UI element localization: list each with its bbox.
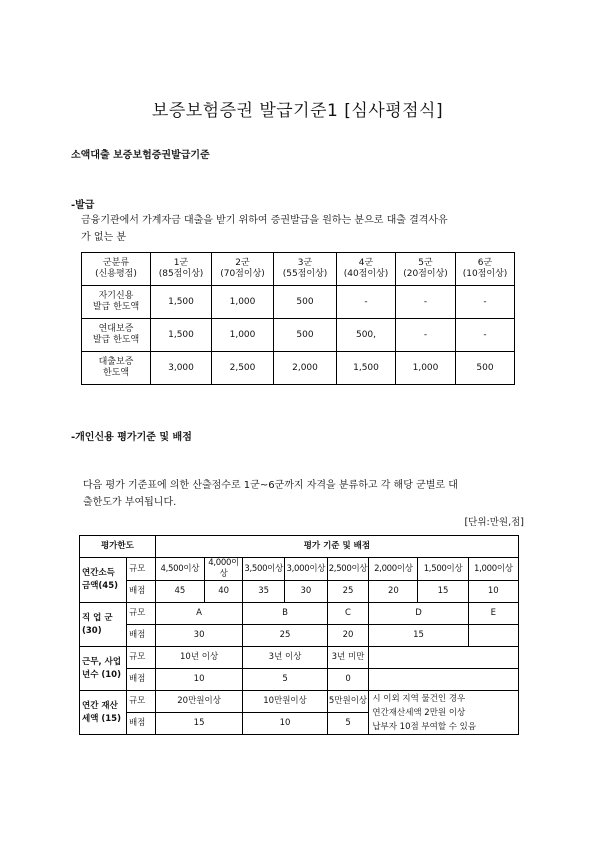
work-scale-cell: 3년 이상 xyxy=(243,647,327,669)
table-cell: 2,500 xyxy=(212,352,274,385)
eval-col2-header: 평가 기준 및 배점 xyxy=(155,536,518,558)
eval-desc-line2: 출한도가 부여됩니다. xyxy=(83,497,177,508)
work-score-cell: 10 xyxy=(155,669,243,691)
issue-table-header-row xyxy=(82,253,515,286)
table-cell: 1,000 xyxy=(212,286,274,319)
table-cell: - xyxy=(456,319,515,352)
income-score-cell: 35 xyxy=(243,581,285,603)
table-cell: - xyxy=(456,286,515,319)
issue-heading: -발급 xyxy=(71,200,95,211)
job-scale-cell: B xyxy=(243,603,327,625)
group-6-header-cell: 6군 (10점이상) xyxy=(456,253,515,286)
tax-score-cell: 10 xyxy=(243,713,327,735)
table-row xyxy=(82,319,515,352)
table-row xyxy=(80,691,519,713)
job-scale-cell: A xyxy=(155,603,243,625)
table-cell: 1,000 xyxy=(396,352,456,385)
tax-scale-cell: 20만원이상 xyxy=(155,691,243,713)
income-score-cell: 10 xyxy=(468,581,518,603)
tax-note: 시 이외 지역 물건인 경우 연간재산세액 2만원 이상 납부자 10점 부여할 수 있음 xyxy=(369,691,519,735)
page-subtitle: 소액대출 보증보험증권발급기준 xyxy=(71,150,210,161)
table-cell: - xyxy=(337,286,396,319)
income-score-cell: 30 xyxy=(285,581,328,603)
row-label-cell: 연대보증 발급 한도액 xyxy=(82,319,151,352)
table-cell: 500 xyxy=(274,286,337,319)
income-scale-cell: 4,500이상 xyxy=(155,558,204,581)
table-cell: 1,500 xyxy=(151,286,212,319)
issue-limit-table xyxy=(81,252,515,385)
group-3-header-cell: 3군 (55점이상) xyxy=(274,253,337,286)
income-scale-cell: 4,000이상 xyxy=(204,558,242,581)
property-tax-label: 연간 재산 세액 (15) xyxy=(80,691,127,735)
group-5-header-cell: 5군 (20점이상) xyxy=(396,253,456,286)
table-row xyxy=(82,352,515,385)
tax-score-cell: 15 xyxy=(155,713,243,735)
row-label-cell: 대출보증 한도액 xyxy=(82,352,151,385)
eval-desc-line1: 다음 평가 기준표에 의한 산출점수로 1군~6군까지 자격을 분류하고 각 해당 군별로 대 xyxy=(83,480,458,491)
work-scale-cell: 3년 미만 xyxy=(327,647,369,669)
job-score-cell xyxy=(468,625,518,647)
job-score-label: 배점 xyxy=(126,625,155,647)
work-years-label: 근무, 사업 년수 (10) xyxy=(80,647,127,691)
issue-desc-line2: 가 없는 분 xyxy=(81,232,126,243)
income-score-label: 배점 xyxy=(126,581,155,603)
income-scale-label: 규모 xyxy=(126,558,155,581)
table-cell: 2,000 xyxy=(274,352,337,385)
income-label: 연간소득 금액(45) xyxy=(80,558,127,603)
work-score-cell: 5 xyxy=(243,669,327,691)
table-cell: 3,000 xyxy=(151,352,212,385)
table-cell: 500, xyxy=(337,319,396,352)
group-header-cell: 군분류 (신용평점) xyxy=(82,253,151,286)
eval-header-row xyxy=(80,536,519,558)
income-score-cell: 20 xyxy=(369,581,418,603)
job-scale-label: 규모 xyxy=(126,603,155,625)
income-scale-cell: 2,500이상 xyxy=(327,558,369,581)
table-row xyxy=(82,286,515,319)
unit-label: [단위:만원,점] xyxy=(464,517,524,528)
income-score-cell: 25 xyxy=(327,581,369,603)
table-row xyxy=(80,558,519,581)
tax-scale-cell: 10만원이상 xyxy=(243,691,327,713)
table-row xyxy=(80,647,519,669)
issue-description xyxy=(81,212,531,246)
eval-heading: -개인신용 평가기준 및 배점 xyxy=(71,432,192,443)
table-cell: 1,500 xyxy=(337,352,396,385)
table-cell: 500 xyxy=(274,319,337,352)
page-title: 보증보험증권 발급기준1 [심사평점식] xyxy=(151,101,444,121)
job-scale-cell: E xyxy=(468,603,518,625)
work-empty-cell xyxy=(369,647,519,669)
table-cell: - xyxy=(396,319,456,352)
work-scale-cell: 10년 이상 xyxy=(155,647,243,669)
group-1-header-cell: 1군 (85점이상) xyxy=(151,253,212,286)
tax-score-cell: 5 xyxy=(327,713,369,735)
work-scale-label: 규모 xyxy=(126,647,155,669)
table-cell: 1,000 xyxy=(212,319,274,352)
work-empty-cell xyxy=(369,669,519,691)
tax-score-label: 배점 xyxy=(126,713,155,735)
table-cell: 500 xyxy=(456,352,515,385)
job-score-cell: 25 xyxy=(243,625,327,647)
group-4-header-cell: 4군 (40점이상) xyxy=(337,253,396,286)
tax-scale-label: 규모 xyxy=(126,691,155,713)
income-scale-cell: 1,500이상 xyxy=(418,558,468,581)
job-score-cell: 15 xyxy=(369,625,468,647)
income-score-cell: 45 xyxy=(155,581,204,603)
income-scale-cell: 1,000이상 xyxy=(468,558,518,581)
group-2-header-cell: 2군 (70점이상) xyxy=(212,253,274,286)
table-row xyxy=(80,581,519,603)
eval-description xyxy=(83,477,533,511)
job-scale-cell: C xyxy=(327,603,369,625)
eval-criteria-table xyxy=(79,535,519,735)
job-score-cell: 30 xyxy=(155,625,243,647)
job-label: 직 업 군 (30) xyxy=(80,603,127,647)
income-score-cell: 15 xyxy=(418,581,468,603)
table-row xyxy=(80,669,519,691)
income-scale-cell: 2,000이상 xyxy=(369,558,418,581)
income-score-cell: 40 xyxy=(204,581,242,603)
row-label-cell: 자기신용 발급 한도액 xyxy=(82,286,151,319)
table-cell: - xyxy=(396,286,456,319)
work-score-label: 배점 xyxy=(126,669,155,691)
income-scale-cell: 3,000이상 xyxy=(285,558,328,581)
income-scale-cell: 3,500이상 xyxy=(243,558,285,581)
table-row xyxy=(80,625,519,647)
table-row xyxy=(80,603,519,625)
tax-scale-cell: 5만원이상 xyxy=(327,691,369,713)
issue-desc-line1: 금융기관에서 가계자금 대출을 받기 위하여 증권발급을 원하는 분으로 대출 결격사유 xyxy=(81,215,448,226)
eval-col1-header: 평가한도 xyxy=(80,536,156,558)
work-score-cell: 0 xyxy=(327,669,369,691)
job-score-cell: 20 xyxy=(327,625,369,647)
job-scale-cell: D xyxy=(369,603,468,625)
table-cell: 1,500 xyxy=(151,319,212,352)
